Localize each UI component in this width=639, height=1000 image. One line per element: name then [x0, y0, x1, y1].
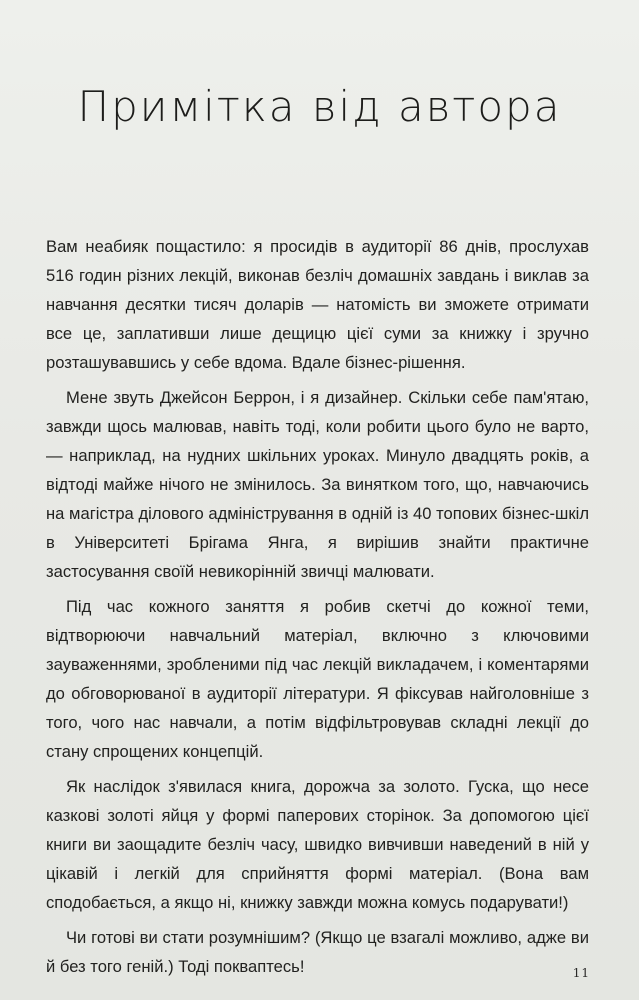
paragraph-3: Під час кожного заняття я робив скетчі до кожної теми, відтворюючи навчальний матеріал, включно з ключовими зауваженнями, зробленими під час лекцій викладачем, і коментарями до обговорюваної в аудиторії літератури. Я фіксував найголовніше з того, чого нас навчали, а потім відфільтровував складні лекції до стану спрощених концепцій. [46, 597, 589, 761]
page-title: Примітка від автора [77, 82, 562, 131]
paragraph-1: Вам неабияк пощастило: я просидів в аудиторії 86 днів, прослухав 516 годин різних лекцій, виконав безліч домашніх завдань і виклав за навчання десятки тисяч доларів — натомість ви зможете отримати все це, заплативши лише дещицю цієї суми за книжку і зручно розташувавшись у себе вдома. Вдале бізнес-рішення. [46, 237, 589, 372]
paragraph-4: Як наслідок з'явилася книга, дорожча за золото. Гуска, що несе казкові золоті яйця у формі паперових сторінок. За допомогою цієї книги ви заощадите безліч часу, швидко вивчивши наведений в ній у цікавій і легкій для сприйняття формі матеріал. (Вона вам сподобається, а якщо ні, книжку завжди можна комусь подарувати!) [46, 777, 589, 912]
paragraph-5: Чи готові ви стати розумнішим? (Якщо це взагалі можливо, адже ви й без того геній.) Тоді покваптесь! [46, 928, 589, 976]
paragraph-2: Мене звуть Джейсон Беррон, і я дизайнер. Скільки себе пам'ятаю, завжди щось малював, навіть тоді, коли робити цього було не варто, — наприклад, на нудних шкільних уроках. Минуло двадцять років, а відтоді майже нічого не змінилось. За винятком того, що, навчаючись на магістра ділового адміністрування в одній із 40 топових бізнес-шкіл в Університеті Брігама Янга, я вирішив знайти практичне застосування своїй невикорінній звичці малювати. [46, 388, 589, 581]
page-number: 11 [572, 966, 590, 980]
body-text [46, 232, 589, 987]
